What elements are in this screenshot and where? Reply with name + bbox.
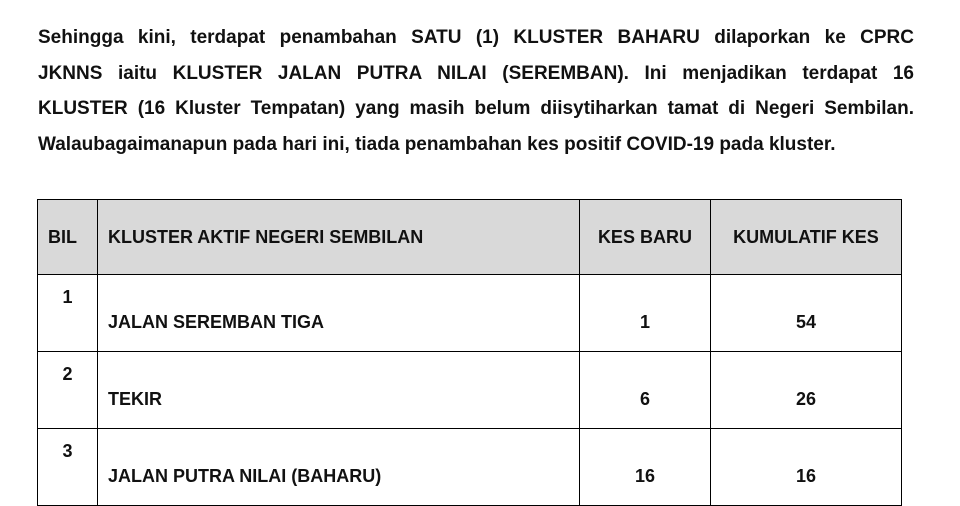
row-bil: 3 (38, 429, 98, 506)
row-bil: 2 (38, 352, 98, 429)
announcement-paragraph (38, 20, 914, 162)
active-clusters-table (37, 199, 902, 506)
header-cluster: KLUSTER AKTIF NEGERI SEMBILAN (97, 200, 579, 275)
row-cluster-name: TEKIR (97, 352, 579, 429)
header-row (38, 200, 902, 275)
row-cumulative: 26 (710, 352, 901, 429)
row-cumulative: 16 (710, 429, 901, 506)
row-bil: 1 (38, 275, 98, 352)
header-new-cases: KES BARU (579, 200, 710, 275)
table-row (38, 275, 902, 352)
row-cumulative: 54 (710, 275, 901, 352)
header-bil: BIL (38, 200, 98, 275)
table-row (38, 352, 902, 429)
table-body (38, 275, 902, 506)
table-row (38, 429, 902, 506)
paragraph-line: KLUSTER (16 Kluster Tempatan) yang masih belum diisytiharkan tamat di Negeri Sembilan. (38, 98, 914, 119)
paragraph-line: Walaubagaimanapun pada hari ini, tiada penambahan kes positif COVID-19 pada kluster. (38, 133, 836, 155)
header-cumulative: KUMULATIF KES (710, 200, 901, 275)
row-new-cases: 1 (579, 275, 710, 352)
table-header (38, 200, 902, 275)
row-new-cases: 16 (579, 429, 710, 506)
paragraph-line: JKNNS iaitu KLUSTER JALAN PUTRA NILAI (SEREMBAN). Ini menjadikan terdapat 16 (38, 62, 914, 84)
paragraph-line: Sehingga kini, terdapat penambahan SATU (1) KLUSTER BAHARU dilaporkan ke CPRC (38, 27, 914, 48)
row-new-cases: 6 (579, 352, 710, 429)
row-cluster-name: JALAN SEREMBAN TIGA (97, 275, 579, 352)
row-cluster-name: JALAN PUTRA NILAI (BAHARU) (97, 429, 579, 506)
